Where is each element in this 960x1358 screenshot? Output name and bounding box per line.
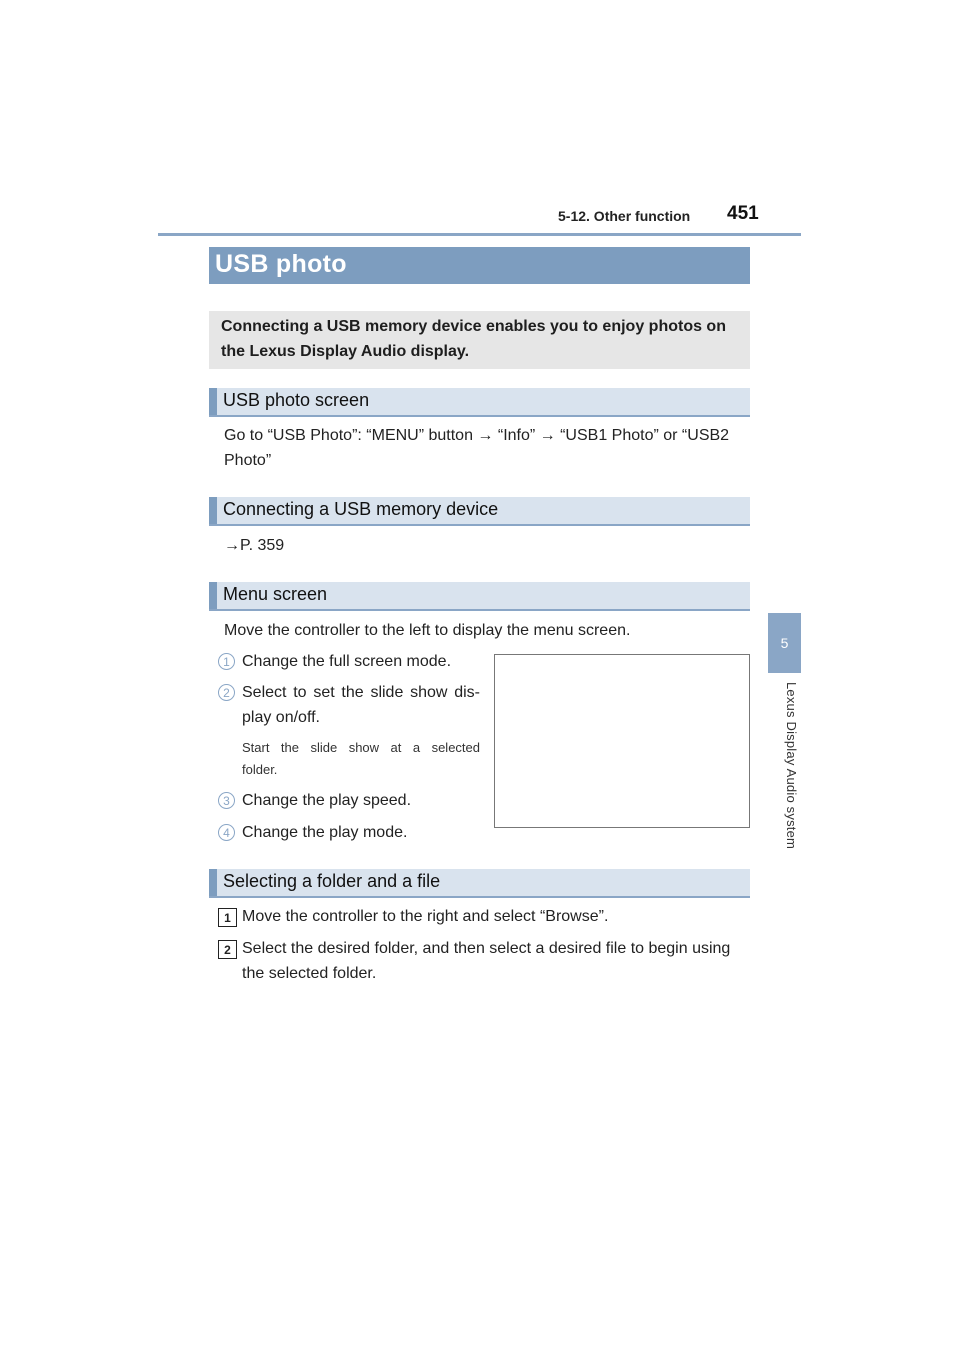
photo-screen-line-2: Photo” (224, 452, 272, 469)
step-2-line-2: the selected folder. (242, 965, 377, 982)
section-title: Selecting a folder and a file (223, 871, 441, 891)
chapter-tab (768, 613, 801, 673)
menu-item-1-text: Change the full screen mode. (242, 653, 452, 670)
section-accent (209, 869, 217, 896)
page-title-bar (209, 247, 750, 284)
step-2-badge: 2 (218, 940, 237, 959)
page-number: 451 (727, 203, 759, 224)
step-1-text: Move the controller to the right and select “Browse”. (242, 908, 609, 925)
intro-box (209, 311, 750, 369)
callout-2: 2 (218, 684, 235, 701)
menu-item-2-line-1: Select to set the slide show dis- (242, 684, 480, 701)
section-connecting (209, 497, 750, 526)
section-accent (209, 497, 217, 524)
page-title: USB photo (215, 250, 347, 278)
chapter-label: Lexus Display Audio system (784, 682, 799, 850)
section-usb-photo-screen (209, 388, 750, 417)
menu-intro-text: Move the controller to the left to display the menu screen. (224, 622, 631, 639)
section-title: Menu screen (223, 584, 328, 604)
section-selecting-folder (209, 869, 750, 898)
step-2-line-1: Select the desired folder, and then select a desired file to begin using (242, 940, 731, 957)
photo-screen-line-1: Go to “USB Photo”: “MENU” button → “Info” → “USB1 Photo” or “USB2 (224, 427, 730, 444)
menu-screen-figure (494, 654, 750, 828)
callout-3: 3 (218, 792, 235, 809)
section-accent (209, 388, 217, 415)
section-accent (209, 582, 217, 609)
menu-item-2-line-2: play on/off. (242, 709, 320, 726)
chapter-number: 5 (780, 635, 789, 651)
menu-item-2-note-line-2: folder. (242, 762, 278, 777)
menu-item-3-text: Change the play speed. (242, 792, 412, 809)
intro-text: Connecting a USB memory device enables you to enjoy photos on the Lexus Display Audio display. (221, 318, 726, 360)
callout-1: 1 (218, 653, 235, 670)
menu-item-2-note-line-1: Start the slide show at a selected (242, 740, 480, 755)
section-menu-screen (209, 582, 750, 611)
section-heading: 5-12. Other function (558, 208, 691, 224)
section-title: USB photo screen (223, 390, 370, 410)
section-title: Connecting a USB memory device (223, 499, 499, 519)
callout-4: 4 (218, 824, 235, 841)
header-divider (158, 233, 801, 236)
menu-item-4-text: Change the play mode. (242, 824, 408, 841)
step-1-badge: 1 (218, 908, 237, 927)
page-reference: →P. 359 (224, 537, 285, 554)
